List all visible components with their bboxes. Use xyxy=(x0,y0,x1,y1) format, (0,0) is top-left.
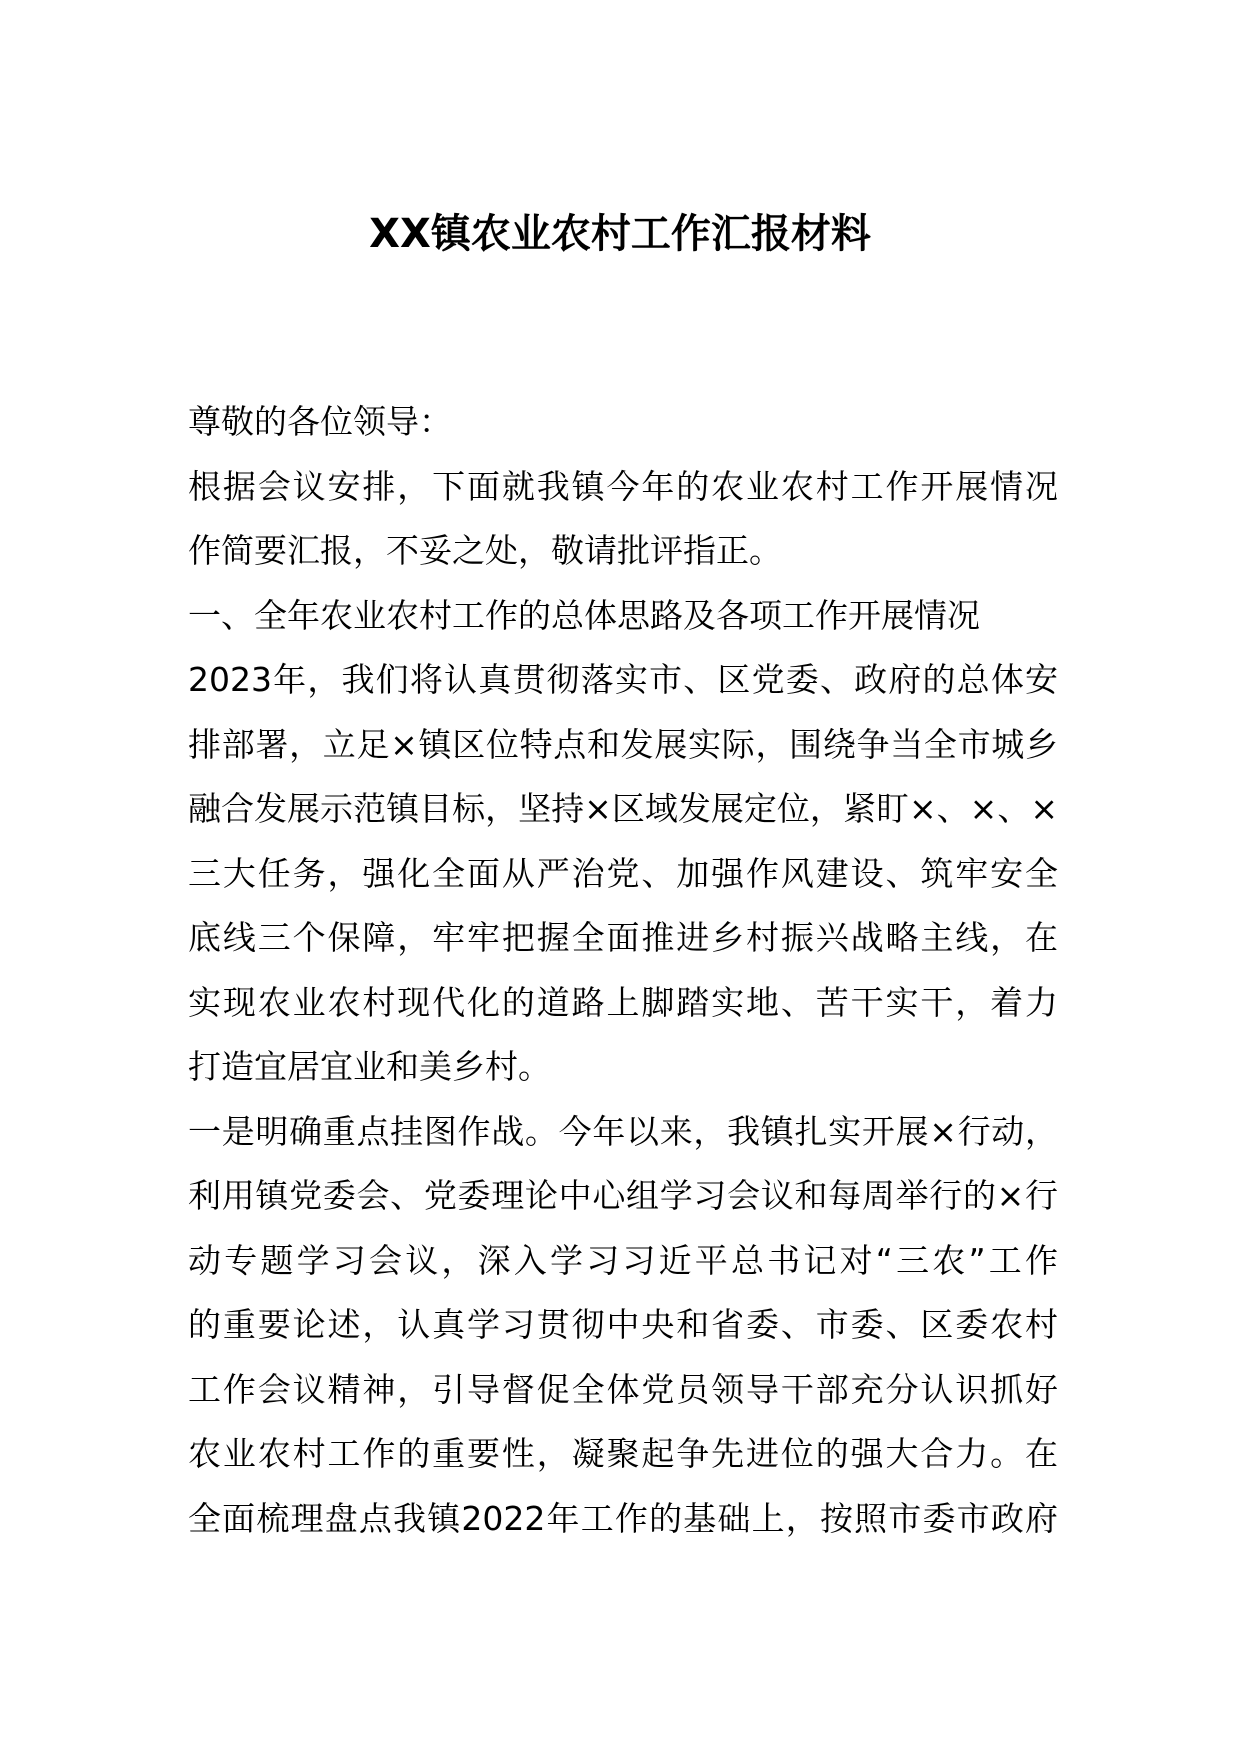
paragraph-line: 实现农业农村现代化的道路上脚踏实地、苦干实干，着力 xyxy=(188,982,1058,1022)
paragraph-line: 作简要汇报，不妥之处，敬请批评指正。 xyxy=(188,531,782,570)
paragraph-line: 工作会议精神，引导督促全体党员领导干部充分认识抓好 xyxy=(188,1369,1058,1409)
document-body xyxy=(188,390,1058,1551)
section-heading-line: 一、全年农业农村工作的总体思路及各项工作开展情况 xyxy=(188,595,980,635)
paragraph-line: 2023年，我们将认真贯彻落实市、区党委、政府的总体安 xyxy=(188,660,1058,699)
paragraph-line: 动专题学习会议，深入学习习近平总书记对“三农”工作 xyxy=(188,1240,1058,1280)
paragraph-line: 排部署，立足×镇区位特点和发展实际，围绕争当全市城乡 xyxy=(188,724,1058,764)
document-title: XX镇农业农村工作汇报材料 xyxy=(369,211,871,257)
paragraph-line: 一是明确重点挂图作战。今年以来，我镇扎实开展×行动， xyxy=(188,1111,1058,1151)
salutation-line: 尊敬的各位领导： xyxy=(188,402,452,441)
paragraph-line: 底线三个保障，牢牢把握全面推进乡村振兴战略主线，在 xyxy=(188,918,1058,957)
paragraph-line: 全面梳理盘点我镇2022年工作的基础上，按照市委市政府 xyxy=(188,1498,1058,1538)
paragraph-line: 打造宜居宜业和美乡村。 xyxy=(188,1047,551,1086)
paragraph-line: 三大任务，强化全面从严治党、加强作风建设、筑牢安全 xyxy=(188,853,1058,893)
paragraph-line: 融合发展示范镇目标，坚持×区域发展定位，紧盯×、×、× xyxy=(188,789,1058,828)
paragraph-line: 农业农村工作的重要性，凝聚起争先进位的强大合力。在 xyxy=(188,1434,1058,1473)
paragraph-line: 利用镇党委会、党委理论中心组学习会议和每周举行的×行 xyxy=(188,1176,1058,1215)
paragraph-line: 的重要论述，认真学习贯彻中央和省委、市委、区委农村 xyxy=(188,1305,1058,1344)
paragraph-line: 根据会议安排，下面就我镇今年的农业农村工作开展情况 xyxy=(188,466,1058,506)
